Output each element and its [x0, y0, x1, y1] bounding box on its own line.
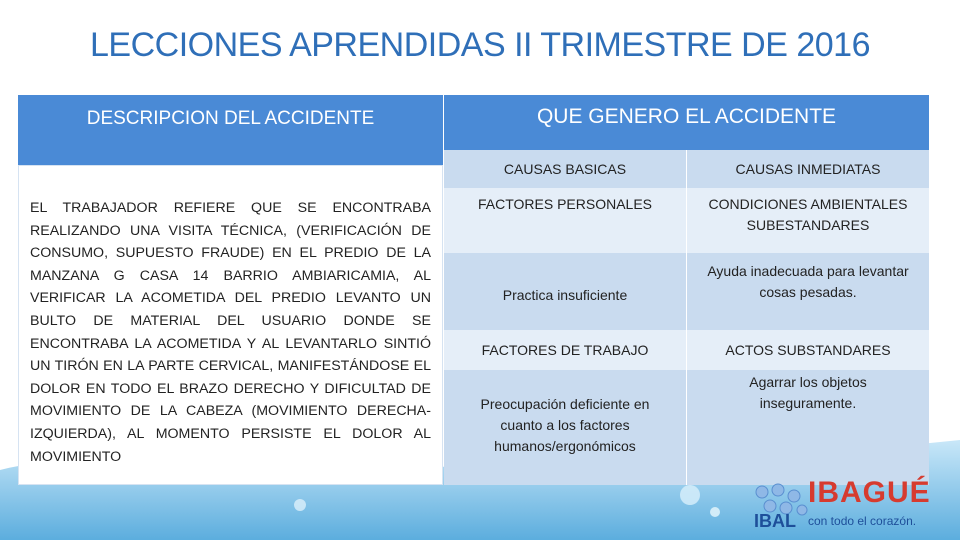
- col-header-basic: CAUSAS BASICAS: [444, 150, 686, 188]
- description-text: EL TRABAJADOR REFIERE QUE SE ENCONTRABA REALIZANDO UNA VISITA TÉCNICA, (VERIFICACIÓN DE CONSUMO, SUPUESTO FRAUDE) EN EL PREDIO DE LA MANZANA G CASA 14 BARRIO AMBIARICAMIA, AL VERIFICAR LA ACOMETIDA DEL PREDIO LEVANTO UN BULTO DE MATERIAL DEL USUARIO DONDE SE ENCONTRABA LA ACOMETIDA Y AL LEVANTARLO SINTIÓ UN TIRÓN EN LA PARTE CERVICAL, MANIFESTÁNDOSE EL DOLOR EN TODO EL BRAZO DERECHO Y DIFICULTAD DE MOVIMIENTO DE LA CABEZA (MOVIMIENTO DERECHA-IZQUIERDA), AL MOMENTO PERSISTE EL DOLOR AL MOVIMIENTO: [30, 200, 431, 465]
- logo-tagline: con todo el corazón.: [808, 514, 917, 528]
- description-header: [18, 95, 443, 165]
- row3-basic: FACTORES DE TRABAJO: [444, 330, 686, 370]
- row1-basic: FACTORES PERSONALES: [444, 188, 686, 253]
- description-header-label: DESCRIPCION DEL ACCIDENTE: [86, 108, 375, 129]
- causes-header-label: QUE GENERO EL ACCIDENTE: [536, 105, 837, 128]
- row4-immediate: Agarrar los objetos inseguramente.: [686, 370, 929, 485]
- description-panel: [18, 165, 443, 485]
- page-title: LECCIONES APRENDIDAS II TRIMESTRE DE 2016: [90, 26, 870, 64]
- row2-basic: Practica insuficiente: [444, 253, 686, 330]
- causes-table: [444, 150, 929, 485]
- logo-brand: IBAL: [754, 511, 796, 531]
- row4-basic: Preocupación deficiente en cuanto a los factores humanos/ergonómicos: [444, 370, 686, 485]
- causes-header: [444, 95, 929, 150]
- row1-immediate: CONDICIONES AMBIENTALES SUBESTANDARES: [686, 188, 929, 253]
- col-header-immediate: CAUSAS INMEDIATAS: [686, 150, 929, 188]
- row3-immediate: ACTOS SUBSTANDARES: [686, 330, 929, 370]
- logo-word: IBAGUÉ: [808, 476, 931, 509]
- row2-immediate: Ayuda inadecuada para levantar cosas pesadas.: [686, 253, 929, 330]
